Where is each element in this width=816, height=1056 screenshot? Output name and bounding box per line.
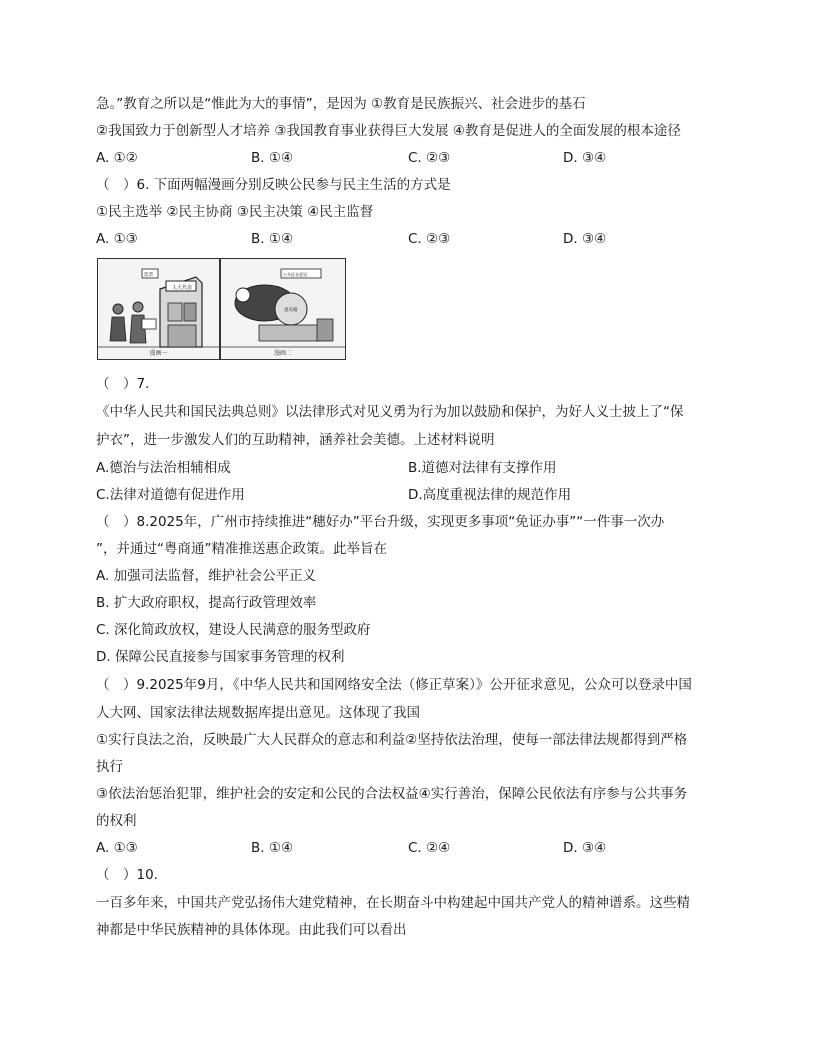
comic-one-sign: 人大代表	[172, 285, 193, 291]
comic-one-caption: 漫画一	[149, 350, 168, 357]
option-b: B.道德对法律有支撑作用	[408, 460, 557, 476]
comic-two	[220, 258, 346, 360]
comic-one-drawing	[98, 259, 219, 359]
text-line: 一百多年来，中国共产党弘扬伟大建党精神，在长期奋斗中构建起中国共产党人的精神谱系。这些精	[96, 895, 690, 911]
option-a: A. ①③	[96, 840, 138, 856]
text-line: 《中华人民共和国民法典总则》以法律形式对见义勇为行为加以鼓励和保护，为好人义士披上了“保	[96, 404, 684, 420]
option-d: D. ③④	[563, 231, 607, 247]
option-c: C.法律对道德有促进作用	[96, 487, 245, 503]
question-9: （ ）9.2025年9月，《中华人民共和国网络安全法（修正草案）》公开征求意见，公众可以登录中国	[96, 677, 692, 693]
text-line: 神都是中华民族精神的具体体现。由此我们可以看出	[96, 922, 407, 938]
option-a: A.德治与法治相辅相成	[96, 460, 231, 476]
option-a: A. ①②	[96, 150, 138, 166]
text-line: ”，并通过“粤商通”精准推送惠企政策。此举旨在	[96, 541, 387, 557]
option-c: C. ②③	[408, 150, 451, 166]
option-d: D.高度重视法律的规范作用	[408, 487, 572, 503]
comic-two-drawing	[221, 259, 345, 359]
text-line: 的权利	[96, 813, 137, 829]
comic-two-tag: 意见箱	[284, 308, 298, 313]
option-b: B. 扩大政府职权，提高行政管理效率	[96, 595, 317, 611]
option-d: D. ③④	[563, 840, 607, 856]
text-line: 人大网、国家法律法规数据库提出意见。这体现了我国	[96, 705, 420, 721]
question-10: （ ）10.	[96, 867, 158, 883]
option-b: B. ①④	[251, 150, 294, 166]
question-7: （ ）7.	[96, 376, 150, 392]
text-line: ②我国致力于创新型人才培养 ③我国教育事业获得巨大发展 ④教育是促进人的全面发展的根本途径	[96, 123, 681, 139]
comic-two-sign: 公开征求意见	[283, 272, 307, 277]
option-c: C. ②③	[408, 231, 451, 247]
option-b: B. ①④	[251, 231, 294, 247]
comic-figure	[97, 258, 347, 360]
comic-one-tag: 选票	[144, 273, 153, 278]
comic-one	[97, 258, 220, 360]
text-line: 急。”教育之所以是“惟此为大的事情”，是因为 ①教育是民族振兴、社会进步的基石	[96, 96, 586, 112]
question-6: （ ）6. 下面两幅漫画分别反映公民参与民主生活的方式是	[96, 177, 451, 193]
option-c: C. ②④	[408, 840, 451, 856]
text-line: ③依法治惩治犯罪，维护社会的安定和公民的合法权益④实行善治，保障公民依法有序参与公共事务	[96, 786, 688, 802]
option-d: D. 保障公民直接参与国家事务管理的权利	[96, 649, 345, 665]
option-b: B. ①④	[251, 840, 294, 856]
text-line: ①民主选举 ②民主协商 ③民主决策 ④民主监督	[96, 204, 374, 220]
comic-two-caption: 漫画二	[273, 350, 292, 357]
option-a: A. 加强司法监督，维护社会公平正义	[96, 568, 317, 584]
text-line: ①实行良法之治，反映最广大人民群众的意志和利益②坚持依法治理，使每一部法律法规都得到严格	[96, 732, 688, 748]
option-d: D. ③④	[563, 150, 607, 166]
text-line: 护衣”，进一步激发人们的互助精神，涵养社会美德。上述材料说明	[96, 432, 495, 448]
option-a: A. ①③	[96, 231, 138, 247]
text-line: 执行	[96, 759, 123, 775]
question-8: （ ）8.2025年，广州市持续推进“穗好办”平台升级，实现更多事项“免证办事”“一件事一次办	[96, 514, 665, 530]
option-c: C. 深化简政放权，建设人民满意的服务型政府	[96, 622, 371, 638]
